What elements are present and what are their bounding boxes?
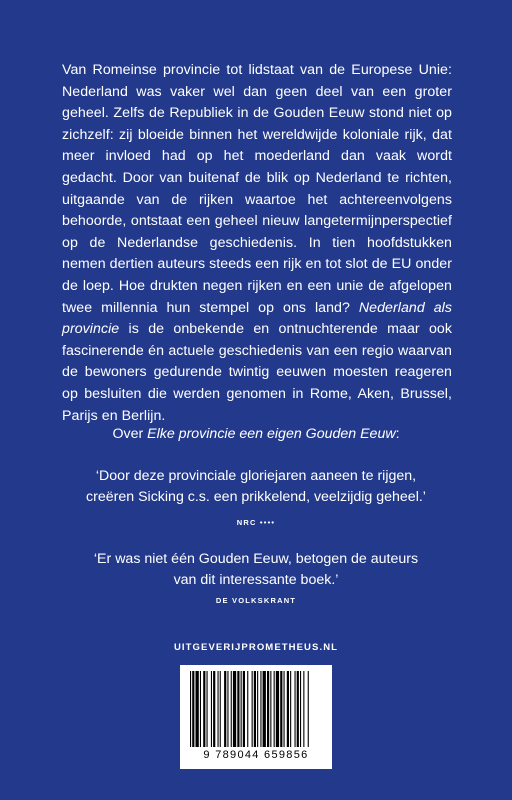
barcode-bar <box>233 671 236 747</box>
barcode-bars <box>180 665 332 749</box>
barcode-bar <box>260 671 261 747</box>
barcode-bar <box>270 671 271 747</box>
barcode-bar <box>237 671 239 747</box>
over-suffix: : <box>395 426 400 442</box>
barcode-bar <box>196 671 199 747</box>
barcode <box>180 665 332 769</box>
review-quote-1 <box>0 466 512 508</box>
review-2-line-2: van dit interessante boek.’ <box>173 572 339 588</box>
over-book-title: Elke provincie een eigen Gouden Eeuw <box>147 426 396 442</box>
over-heading <box>0 424 512 444</box>
barcode-bar <box>207 671 208 747</box>
barcode-bar <box>263 671 266 747</box>
isbn-number: 9 789044 659856 <box>203 749 309 761</box>
barcode-bar <box>200 671 201 747</box>
barcode-bar <box>303 671 304 747</box>
barcode-bar <box>192 671 194 747</box>
review-1-source: NRC •••• <box>236 518 276 527</box>
barcode-bar <box>243 671 245 747</box>
review-2-line-1: ‘Er was niet één Gouden Eeuw, betogen de auteurs <box>93 551 419 567</box>
barcode-bar <box>218 671 219 747</box>
review-2-source: DE VOLKSKRANT <box>215 596 297 605</box>
barcode-bar <box>227 671 228 747</box>
barcode-bar <box>252 671 253 747</box>
barcode-bar <box>213 671 215 747</box>
barcode-bar <box>297 671 299 747</box>
barcode-bar <box>231 671 232 747</box>
barcode-bar <box>300 671 301 747</box>
blurb-text <box>62 60 452 427</box>
barcode-bar <box>241 671 242 747</box>
barcode-bar <box>290 671 291 747</box>
review-1-line-1: ‘Door deze provinciale gloriejaren aaneen te rijgen, <box>95 468 417 484</box>
over-prefix: Over <box>112 426 148 442</box>
barcode-bar <box>295 671 296 747</box>
publisher-url[interactable]: UITGEVERIJPROMETHEUS.NL <box>173 642 339 653</box>
review-1-line-2: creëren Sicking c.s. een prikkelend, veelzijdig geheel.’ <box>86 489 426 505</box>
barcode-bar <box>274 671 275 747</box>
barcode-bar <box>257 671 258 747</box>
barcode-bar <box>254 671 256 747</box>
barcode-bar <box>287 671 289 747</box>
barcode-bar <box>203 671 205 747</box>
barcode-bar <box>284 671 285 747</box>
blurb-part-1: Van Romeinse provincie tot lidstaat van de Europese Unie: Nederland was vaker wel dan geen deel van een groter geheel. Zelfs de Republiek in de Gouden Eeuw stond niet op zichzelf: zij bloeide binnen het wereldwijde koloniale rijk, dat meer invloed had op het moederland dan vaak wordt gedacht. Door van buitenaf de blik op Nederland te richten, uitgaande van de rijken waartoe het achtereenvolgens behoorde, ontstaat een geheel nieuw langetermijnperspectief op de Nederlandse geschiedenis. In tien hoofdstukken nemen dertien auteurs steeds een rijk en tot slot de EU onder de loep. Hoe drukten negen rijken en een unie de afgelopen twee millennia hun stempel op ons land? <box>62 62 452 316</box>
barcode-bar <box>308 671 309 747</box>
barcode-bar <box>267 671 269 747</box>
barcode-bar <box>190 671 191 747</box>
barcode-bar <box>220 671 221 747</box>
barcode-bar <box>224 671 226 747</box>
blurb-part-2: is de onbekende en ontnuchterende maar ook fascinerende én actuele geschiedenis van een regio waarvan de bewoners gedurende twintig eeuwen moesten reageren op besluiten die werden genomen in Rome, Aken, Brussel, Parijs en Berlijn. <box>62 321 452 424</box>
review-quote-2 <box>0 549 512 591</box>
barcode-bar <box>247 671 248 747</box>
barcode-bar <box>280 671 282 747</box>
barcode-bar <box>211 671 212 747</box>
blurb-book-title: Nederland als provincie <box>62 299 452 338</box>
barcode-bar <box>276 671 279 747</box>
